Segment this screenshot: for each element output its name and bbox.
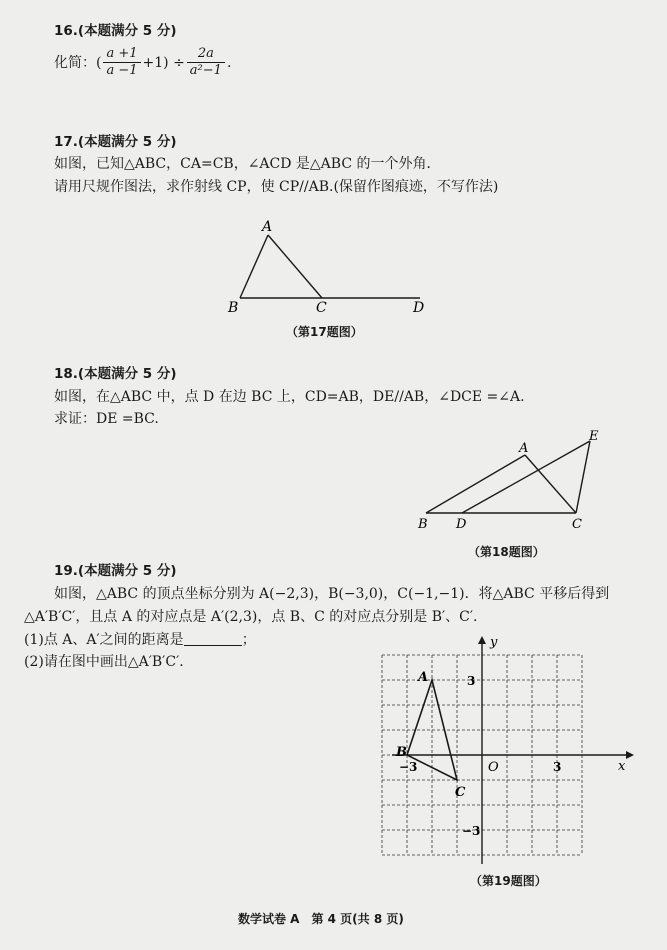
q17-line-1: 如图，已知△ABC，CA=CB，∠ACD 是△ABC 的一个外角． [54,156,441,172]
q19-y-axis-arrow [478,636,486,644]
q19-tick-x-pos3: 3 [553,760,562,774]
q18-label-c: C [572,517,582,532]
q19-part-1-end: ； [241,632,256,648]
q16-lead: 化简：( [54,54,102,71]
q16-header: 16.(本题满分 5 分) [54,23,177,39]
page-footer: 数学试卷 A 第 4 页(共 8 页) [238,912,404,926]
q16-f2-denominator: a²−1 [189,63,222,78]
q16-f2-numerator: 2a [187,46,225,63]
q16-fraction-2 [187,46,225,79]
q19-tick-y-pos3: 3 [467,674,476,688]
q19-part-1-text: (1)点 A、A′之间的距离是 [24,632,184,648]
q19-label-a: A [418,670,429,685]
q19-caption: （第19题图） [470,874,547,888]
q18-line-1: 如图，在△ABC 中，点 D 在边 BC 上，CD=AB，DE//AB，∠DCE =∠A. [54,389,525,405]
q18-header: 18.(本题满分 5 分) [54,366,177,382]
q16-f1-numerator: a +1 [103,46,140,63]
q19-label-y: y [490,635,498,650]
q17-header: 17.(本题满分 5 分) [54,134,177,150]
q19-label-b: B [396,745,407,760]
q19-answer-blank[interactable] [184,631,242,646]
q17-line-2: 请用尺规作图法，求作射线 CP，使 CP//AB.(保留作图痕迹，不写作法) [54,179,499,195]
q18-label-b: B [418,517,428,532]
q18-line-2: 求证：DE =BC. [54,411,159,427]
q19-coordinate-grid[interactable] [380,630,640,870]
q16-end: . [226,54,232,71]
q17-segment-ab [240,235,268,298]
q18-segment-ba [426,455,525,513]
q19-line-1: 如图，△ABC 的顶点坐标分别为 A(−2,3)，B(−3,0)，C(−1,−1)．将△ABC 平移后得到 [54,586,610,602]
q17-caption: （第17题图） [286,325,363,339]
q16-mid: +1) ÷ [142,54,185,71]
q19-part-1 [24,631,256,649]
q19-label-origin: O [488,760,499,775]
q19-label-x: x [618,759,626,774]
q18-label-e: E [589,429,599,444]
q18-label-a: A [519,441,529,456]
q17-figure [220,215,440,315]
q17-segment-ac [268,235,322,298]
q18-figure [410,425,610,535]
q19-tick-x-neg3: −3 [399,760,418,774]
q19-part-2: (2)请在图中画出△A′B′C′. [24,654,184,670]
q16-fraction-1 [103,46,140,79]
q19-line-2: △A′B′C′，且点 A 的对应点是 A′(2,3)，点 B、C 的对应点分别是 B′、C′. [24,609,478,625]
q19-header: 19.(本题满分 5 分) [54,563,177,579]
q19-x-axis-arrow [626,751,634,759]
q16-expression [54,46,231,79]
q18-segment-ce [576,441,590,513]
q17-label-c: C [316,300,327,315]
q17-label-d: D [413,300,425,315]
q16-f1-denominator: a −1 [106,63,138,78]
q18-label-d: D [456,517,467,532]
q19-tick-y-neg3: −3 [462,824,481,838]
q19-label-c: C [455,785,466,800]
q17-label-a: A [262,219,273,235]
q18-caption: （第18题图） [468,545,545,559]
q17-label-b: B [228,300,239,315]
